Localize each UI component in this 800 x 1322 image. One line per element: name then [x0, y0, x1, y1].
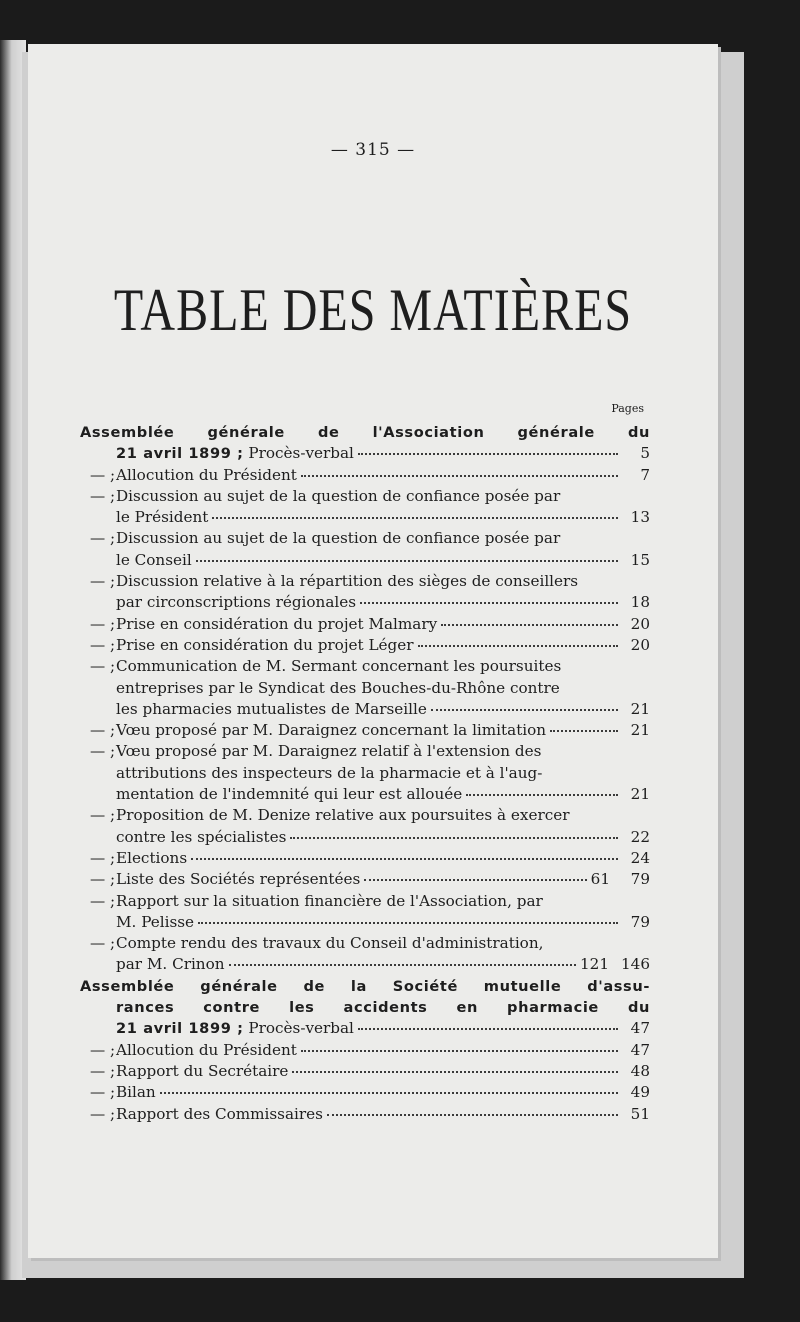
page-ref: 18 — [630, 593, 650, 612]
page-ref: 20 — [630, 635, 650, 654]
leader-dots — [196, 560, 618, 562]
toc-entry: — ; Discussion au sujet de la question de confiance posée par — [90, 529, 561, 548]
toc-entry: — ; Compte rendu des travaux du Conseil d'administration, — [90, 934, 544, 953]
leader-dots — [191, 858, 618, 860]
page-ref: 21 — [630, 785, 650, 804]
toc-entry-cont: contre les spécialistes 22 — [80, 827, 650, 848]
leader-dots — [364, 879, 586, 881]
toc-entry: — ; Rapport sur la situation financière de l'Association, par — [90, 891, 543, 910]
page-ref: 47 — [630, 1019, 650, 1038]
toc-entry: — ; Rapport des Commissaires 51 — [80, 1104, 650, 1125]
leader-dots — [292, 1071, 618, 1073]
toc-entry: — ; Elections 24 — [80, 848, 650, 869]
toc-entry: — ; Prise en considération du projet Léger 20 — [80, 635, 650, 656]
toc-entry-cont: le Président 13 — [80, 507, 650, 528]
page-number: — 315 — — [330, 140, 416, 160]
leader-dots — [466, 794, 618, 796]
table-of-contents — [80, 422, 650, 1125]
leader-dots — [360, 602, 618, 604]
leader-dots — [198, 922, 618, 924]
leader-dots — [431, 709, 618, 711]
page-ref: 21 — [630, 699, 650, 718]
toc-entry: — ; Allocution du Président 7 — [80, 465, 650, 486]
toc-entry-heading: Assemblée générale de la Société mutuelle d'assu- — [80, 977, 650, 995]
page-ref: 21 — [630, 721, 650, 740]
page-ref: 24 — [630, 848, 650, 867]
toc-entry-cont: mentation de l'indemnité qui leur est allouée 21 — [80, 784, 650, 805]
toc-entry: — ; Bilan 49 — [80, 1082, 650, 1103]
page-ref: 7 — [640, 465, 650, 484]
leader-dots — [418, 645, 619, 647]
pages-column-label: Pages — [611, 402, 644, 415]
leader-dots — [290, 837, 618, 839]
toc-entry: — ; Prise en considération du projet Malmary 20 — [80, 614, 650, 635]
toc-entry-cont: 21 avril 1899 ; Procès-verbal 5 — [80, 443, 650, 464]
page-ref: 48 — [630, 1061, 650, 1080]
page-ref: 79 — [630, 912, 650, 931]
page-ref: 20 — [630, 614, 650, 633]
leader-dots — [327, 1114, 618, 1116]
leader-dots — [301, 475, 618, 477]
toc-entry: — ; Rapport du Secrétaire 48 — [80, 1061, 650, 1082]
toc-entry: — ; Vœu proposé par M. Daraignez concernant la limitation 21 — [80, 720, 650, 741]
document-page — [28, 44, 718, 1258]
toc-entry-cont: le Conseil 15 — [80, 550, 650, 571]
toc-entry-cont: attributions des inspecteurs de la pharmacie et à l'aug- — [116, 763, 543, 782]
page-ref-from: 61 — [590, 870, 610, 889]
leader-dots — [301, 1050, 618, 1052]
leader-dots — [441, 624, 618, 626]
toc-entry: — ; Liste des Sociétés représentées 61 79 — [80, 869, 650, 890]
page-title: TABLE DES MATIÈRES — [113, 277, 633, 344]
page-ref: 146 — [621, 955, 650, 974]
toc-entry-heading-cont: rances contre les accidents en pharmacie du — [116, 999, 650, 1017]
toc-entry-heading: Assemblée générale de l'Association générale du — [80, 424, 650, 441]
page-ref: 15 — [630, 550, 650, 569]
leader-dots — [358, 453, 618, 455]
leader-dots — [550, 730, 618, 732]
toc-entry: — ; Allocution du Président 47 — [80, 1040, 650, 1061]
toc-entry: — ; Proposition de M. Denize relative aux poursuites à exercer — [90, 806, 570, 825]
toc-entry-cont: M. Pelisse 79 — [80, 912, 650, 933]
leader-dots — [229, 964, 576, 966]
toc-entry-cont: entreprises par le Syndicat des Bouches-du-Rhône contre — [116, 678, 560, 697]
toc-entry-cont: par circonscriptions régionales 18 — [80, 592, 650, 613]
toc-entry: — ; Communication de M. Sermant concernant les poursuites — [90, 657, 562, 676]
page-ref-from: 121 — [580, 955, 609, 974]
toc-entry: — ; Vœu proposé par M. Daraignez relatif à l'extension des — [90, 742, 542, 761]
leader-dots — [358, 1028, 618, 1030]
leader-dots — [160, 1092, 618, 1094]
page-ref: 49 — [630, 1083, 650, 1102]
page-ref: 51 — [630, 1104, 650, 1123]
toc-entry-cont: les pharmacies mutualistes de Marseille 21 — [80, 699, 650, 720]
page-ref: 79 — [630, 870, 650, 889]
page-ref: 22 — [630, 827, 650, 846]
toc-entry: — ; Discussion relative à la répartition des sièges de conseillers — [90, 572, 579, 591]
page-ref: 47 — [630, 1040, 650, 1059]
toc-entry-cont: par M. Crinon 121 146 — [80, 954, 650, 975]
toc-entry: — ; Discussion au sujet de la question de confiance posée par — [90, 486, 561, 505]
toc-entry-cont: 21 avril 1899 ; Procès-verbal 47 — [80, 1018, 650, 1039]
page-ref: 5 — [640, 444, 650, 463]
page-ref: 13 — [630, 508, 650, 527]
leader-dots — [212, 517, 618, 519]
